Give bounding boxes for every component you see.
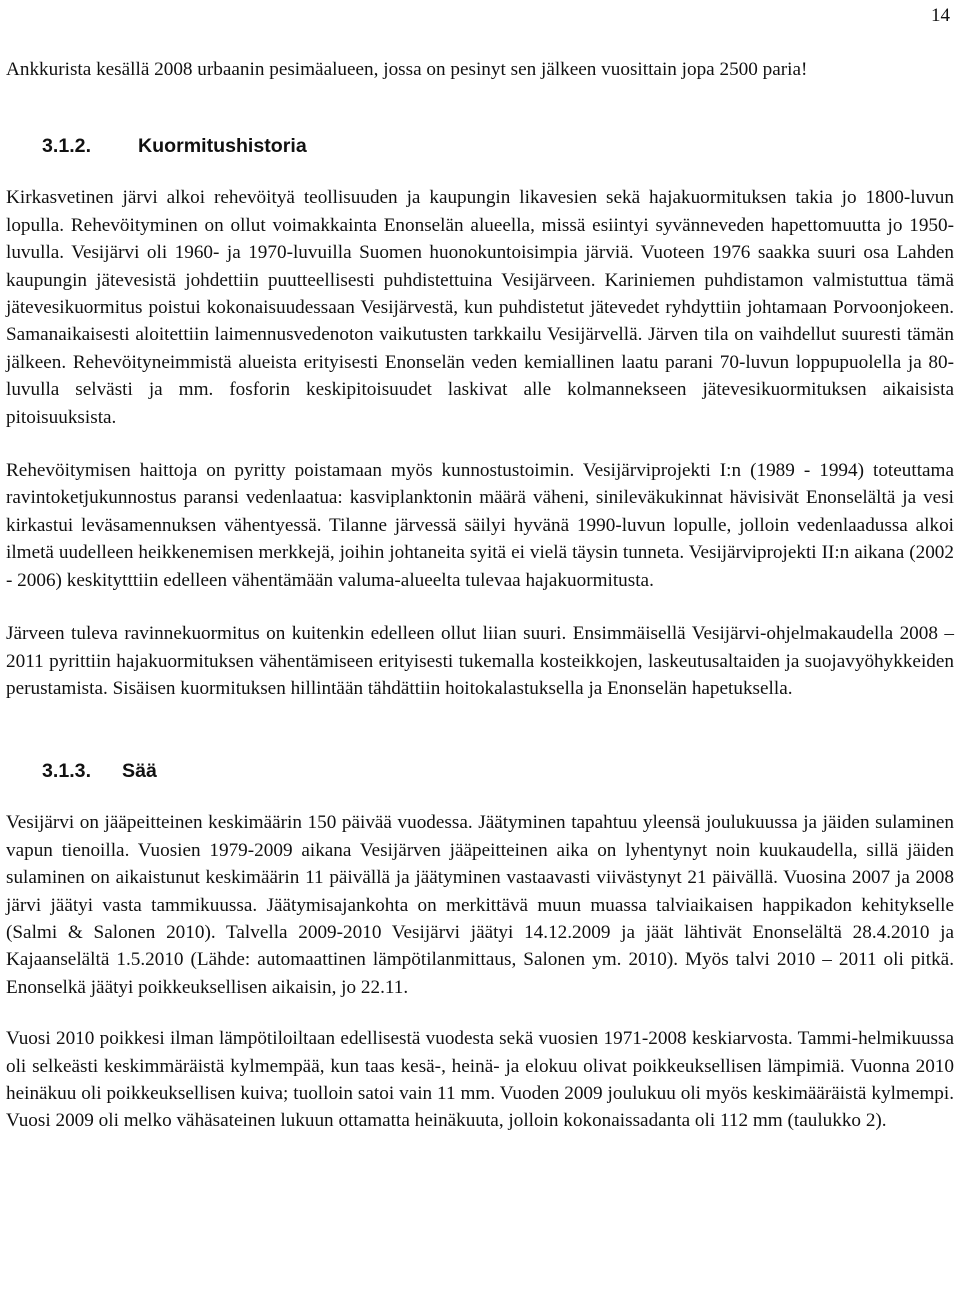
page-number: 14 [931, 5, 950, 26]
paragraph: Vesijärvi on jääpeitteinen keskimäärin 150 päivää vuodessa. Jäätyminen tapahtuu yleensä joulukuussa ja jäiden sulaminen vapun tienoilla. Vuosien 1979-2009 aikana Vesijärven jääpeitteinen aika on lyhentynyt noin kuukaudella, sillä jäiden sulaminen on aikaistunut keskimäärin 11 päivällä ja jäätyminen vastaavasti viivästynyt 21 päivällä. Vuosina 2007 ja 2008 järvi jäätyi vasta tammikuussa. Jäätymisajankohta on merkittävä muun muassa talviaikaisen happikadon kehitykselle (Salmi & Salonen 2010). Talvella 2009-2010 Vesijärvi jäätyi 14.12.2009 ja jäät lähtivät Enonselältä 28.4.2010 ja Kajaanselältä 1.5.2010 (Lähde: automaattinen lämpötilanmittaus, Salonen ym. 2010). Myös talvi 2010 – 2011 oli pitkä. Enonselkä jäätyi poikkeuksellisen aikaisin, jo 22.11. [6, 812, 954, 998]
section-number: 3.1.2. [42, 135, 92, 158]
paragraph: Järveen tuleva ravinnekuormitus on kuitenkin edelleen ollut liian suuri. Ensimmäisellä Vesijärvi-ohjelmakaudella 2008 – 2011 pyrittiin hajakuormituksen vähentämiseen erityisesti tukemalla kosteikkojen, laskeutusaltaiden ja suojavyöhykkeiden perustamista. Sisäisen kuormituksen hillintään tähdättiin hoitokalastuksella ja Enonselän hapetuksella. [6, 623, 954, 699]
paragraph: Kirkasvetinen järvi alkoi rehevöityä teollisuuden ja kaupungin likavesien sekä hajakuormituksen takia jo 1800-luvun lopulla. Rehevöityminen on ollut voimakkainta Enonselän alueella, missä esiintyi syvänneveden hapettomuutta jo 1950-luvulla. Vesijärvi oli 1960- ja 1970-luvuilla Suomen huonokuntoisimpia järviä. Vuoteen 1976 saakka suuri osa Lahden kaupungin jätevesistä johdettiin puutteellisesti puhdistettuina Vesijärveen. Kariniemen puhdistamon valmistuttua tämä jätevesikuormitus poistui kokonaisuudessaan Vesijärvestä, kun puhdistetut jätevedet ryhdyttiin johtamaan Porvoonjokeen. Samanaikaisesti aloitettiin laimennusvedenoton vaikutusten tarkkailu Vesijärvellä. Järven tila on vaihdellut suuresti tämän jälkeen. Rehevöityneimmistä alueista erityisesti Enonselän veden kemiallinen laatu parani 70-luvun loppupuolella ja 80-luvulla selvästi ja mm. fosforin keskipitoisuudet laskivat alle kolmannekseen jätevesikuormituksen aikaisista pitoisuuksista. [6, 187, 954, 428]
section-heading-kuormitushistoria [6, 133, 954, 160]
intro-paragraph: Ankkurista kesällä 2008 urbaanin pesimäalueen, jossa on pesinyt sen jälkeen vuosittain jopa 2500 paria! [6, 59, 808, 80]
section-title: Kuormitushistoria [138, 135, 307, 158]
paragraph: Rehevöitymisen haittoja on pyritty poistamaan myös kunnostustoimin. Vesijärviprojekti I:n (1989 - 1994) toteuttama ravintoketjukunnostus paransi vedenlaatua: kasviplanktonin määrä väheni, sinileväkukinnat hävisivät Enonselältä ja vesi kirkastui leväsamennuksen vähentyessä. Tilanne järvessä säilyi hyvänä 1990-luvun lopulle, jolloin vedenlaadussa alkoi ilmetä uudelleen heikkenemisen merkkejä, joihin johtaneita syitä ei vielä täysin tunneta. Vesijärviprojekti II:n aikana (2002 - 2006) keskitytttiin edelleen vähentämään valuma-alueelta tulevaa hajakuormitusta. [6, 460, 954, 591]
section-title: Sää [122, 760, 157, 783]
paragraph: Vuosi 2010 poikkesi ilman lämpötiloiltaan edellisestä vuodesta sekä vuosien 1971-2008 keskiarvosta. Tammi-helmikuussa oli selkeästi keskimmäräistä kylmempää, kun taas kesä-, heinä- ja elokuu olivat poikkeuksellisen lämpimiä. Vuonna 2010 heinäkuu oli poikkeuksellisen kuiva; tuolloin satoi vain 11 mm. Vuoden 2009 joulukuu oli myös keskimääräistä kylmempi. Vuosi 2009 oli melko vähäsateinen lukuun ottamatta heinäkuuta, jolloin kokonaissadanta oli 112 mm (taulukko 2). [6, 1028, 954, 1132]
section-heading-saa [6, 758, 954, 785]
section-number: 3.1.3. [42, 760, 92, 783]
